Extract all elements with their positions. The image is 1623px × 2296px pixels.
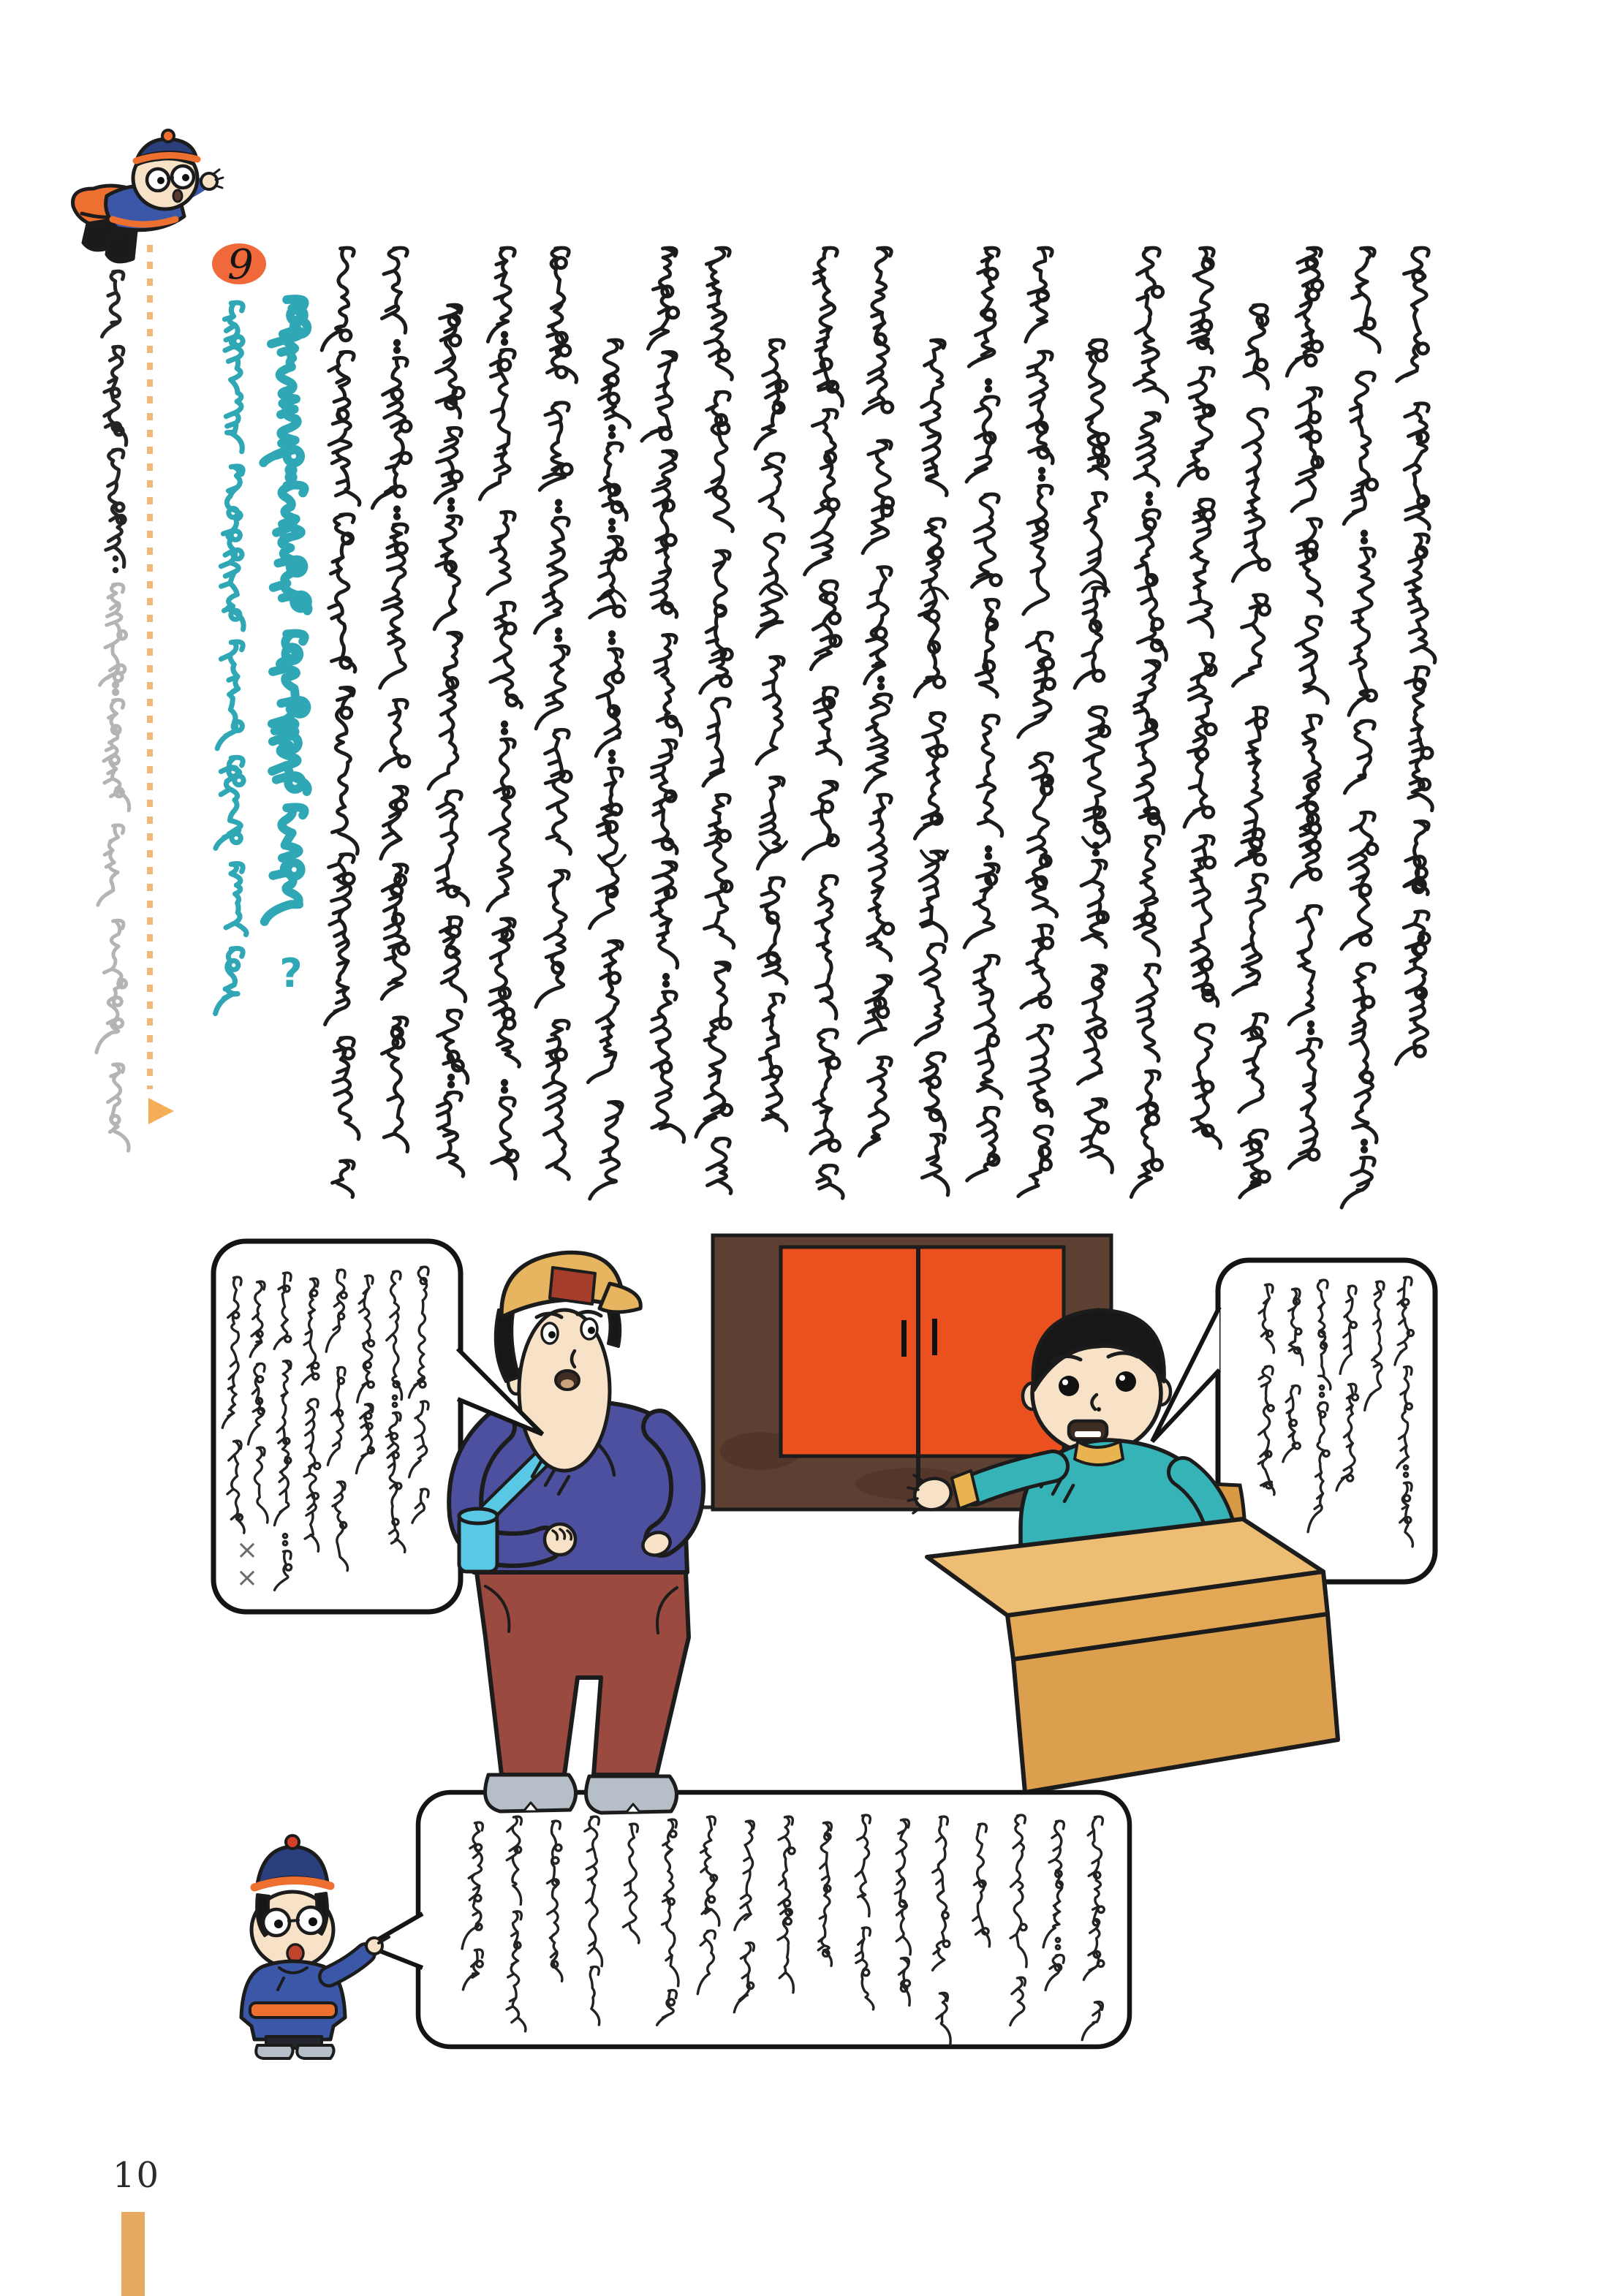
title-question-mark: ? (279, 950, 303, 996)
mascot-eye-left (157, 177, 164, 184)
mascot-hat-knob (162, 130, 174, 142)
script-group-title-main (263, 299, 308, 922)
script-column (588, 340, 629, 1199)
script-column (102, 271, 126, 567)
script-layer (97, 248, 1435, 2045)
mascot-boy-shoe-right (297, 2045, 333, 2058)
script-column (97, 584, 129, 1151)
lesson-badge (212, 241, 266, 289)
guide-triangle-icon (148, 1098, 174, 1124)
mascot-boy-sash (250, 2003, 336, 2017)
script-column (696, 248, 734, 1193)
cross-mark-1: × (235, 1535, 259, 1565)
script-column (859, 248, 893, 1156)
script-column (1131, 248, 1167, 1197)
mascot-boy-shoe-left (256, 2045, 292, 2058)
script-column (1287, 248, 1328, 1168)
man-cap-patch (550, 1268, 595, 1304)
boy-eye-right (1116, 1371, 1136, 1392)
script-column (803, 248, 843, 1198)
boy-eye-left (1059, 1376, 1079, 1396)
script-column (1018, 248, 1057, 1196)
sidebar-colon-dot-1 (113, 556, 118, 561)
mascot-boy-glasses-bridge (289, 1920, 298, 1921)
boy-teeth (1075, 1431, 1101, 1437)
script-column (1179, 248, 1220, 1148)
lesson-number: 9 (227, 241, 254, 289)
mascot-boy-eye-right (309, 1917, 317, 1926)
mascot-hand (201, 173, 217, 189)
script-column (372, 248, 411, 1151)
mascot-eye-right (182, 174, 189, 181)
page-number: 10 (113, 2155, 161, 2196)
cross-mark-2: × (235, 1563, 259, 1593)
man-pupil-right (588, 1327, 595, 1334)
script-column (322, 248, 360, 1197)
script-column (480, 248, 521, 1178)
mascot-boy-mouth (287, 1944, 303, 1962)
script-column (263, 299, 308, 922)
wardrobe-handle-right (932, 1319, 937, 1355)
script-group-title-subtitle (216, 303, 246, 1013)
script-column (1396, 248, 1435, 1064)
man-bag-lid (459, 1509, 497, 1523)
wardrobe-handle-left (901, 1320, 907, 1357)
script-column (1342, 248, 1380, 1208)
script-group-sidebar-gray (97, 584, 129, 1151)
mascot-boy-eye-left (274, 1920, 283, 1928)
flying-mascot (73, 130, 223, 262)
page-edge-bar (121, 2212, 145, 2296)
boy-eye-glint-left (1062, 1379, 1068, 1385)
mascot-boy-hand (366, 1938, 382, 1954)
sidebar-colon-dot-2 (113, 567, 118, 573)
script-column (428, 305, 468, 1176)
script-column (964, 248, 1002, 1181)
script-column (216, 303, 246, 1013)
boy-eye-glint-right (1119, 1375, 1125, 1381)
script-column (1075, 340, 1112, 1172)
man-hair-left (496, 1310, 519, 1382)
script-column (915, 340, 948, 1195)
man-pupil-left (548, 1331, 556, 1338)
boy-mouth (1069, 1421, 1107, 1440)
script-group-sidebar-black (102, 271, 126, 567)
desk (927, 1519, 1338, 1792)
mascot-boy-hat-knob (286, 1835, 299, 1849)
script-column (642, 248, 684, 1142)
script-column (535, 248, 577, 1179)
mascot-mouth (173, 190, 182, 202)
script-column (755, 340, 787, 1130)
mascot-boy (241, 1835, 389, 2058)
man-pants (477, 1572, 689, 1775)
script-column (1233, 305, 1269, 1197)
boy-nostril (1097, 1407, 1101, 1412)
man-figure (459, 1253, 689, 1813)
mascot-leg-front (107, 231, 136, 262)
mascot-boy-hat-band (254, 1880, 330, 1887)
script-group-body-text (322, 248, 1435, 1208)
wardrobe-doors (781, 1247, 1064, 1456)
man-mouth-inner (561, 1379, 574, 1388)
